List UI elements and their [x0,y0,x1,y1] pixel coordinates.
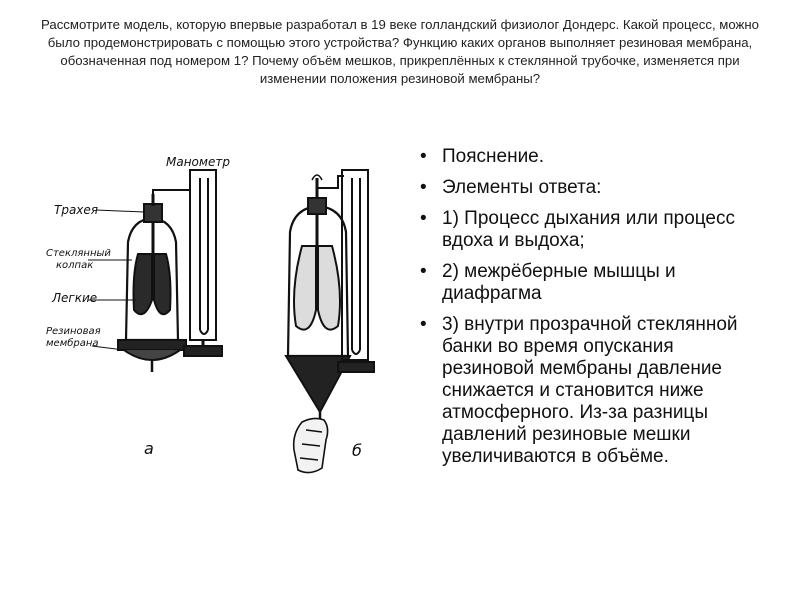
donders-model-b [286,170,374,426]
answer-item-3: • 3) внутри прозрачной стеклянной банки во время опускания резиновой мембраны давление снижается и становится ниже атмосферного. Из-за разницы давлений резиновые мешки увеличиваются в объёме. [418,314,763,468]
label-manometer: Манометр [166,155,230,169]
donders-model-figure [40,150,400,480]
answer-list [418,146,763,477]
label-lungs: Легкие [52,291,98,305]
label-membrane-2: мембрана [46,338,99,349]
caption-a: а [144,439,154,458]
hand-pulling-membrane [294,418,328,472]
answer-item-heading: • Пояснение. [418,146,763,168]
question-text: Рассмотрите модель, которую впервые разработал в 19 веке голландский физиолог Дондерс. Какой процесс, можно было продемонстрировать с помощью этого устройства? Функцию каких органов выполняет резиновая мембрана, обозначенная под номером 1? Почему объём мешков, прикреплённых к стеклянной трубочке, изменяется при изменении положения резиновой мембраны? [41,17,759,86]
label-bell-2: колпак [56,260,94,271]
label-bell-1: Стеклянный [46,248,111,259]
answer-item-1: • 1) Процесс дыхания или процесс вдоха и выдоха; [418,208,763,252]
label-trachea: Трахея [54,203,99,217]
label-membrane-1: Резиновая [46,326,101,337]
answer-item-2: • 2) межрёберные мышцы и диафрагма [418,261,763,305]
caption-b: б [352,441,362,460]
donders-model-a [118,170,222,372]
answer-item-elements: • Элементы ответа: [418,177,763,199]
